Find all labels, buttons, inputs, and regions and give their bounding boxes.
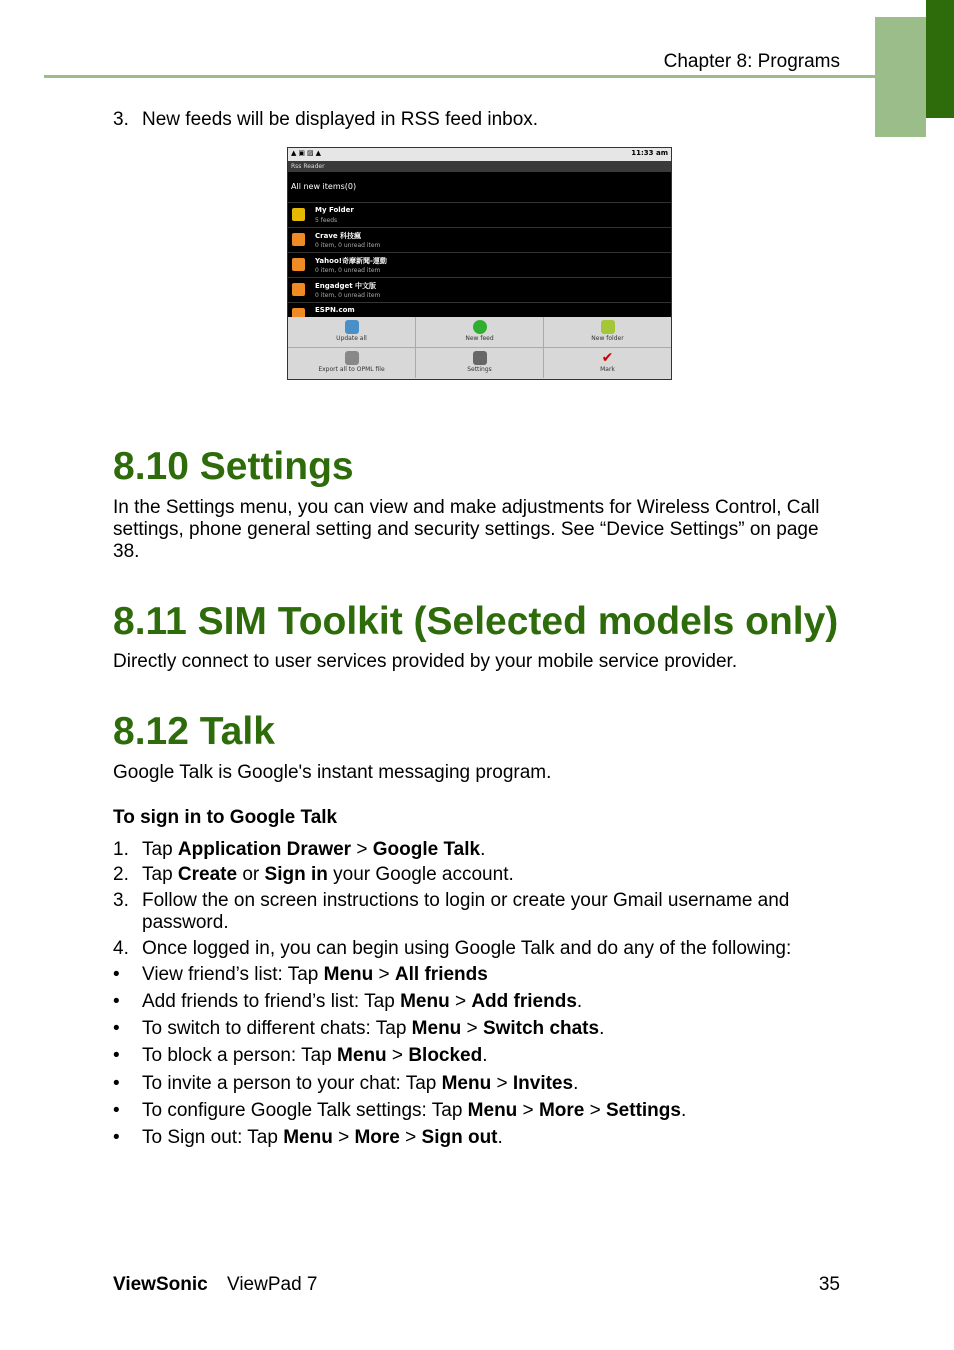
feed-desc: 0 item, 0 unread item xyxy=(315,267,381,274)
list-marker: 2. xyxy=(113,864,129,885)
subheading-sign-in: To sign in to Google Talk xyxy=(113,807,338,828)
chapter-tab-light xyxy=(875,17,926,137)
sim-body: Directly connect to user services provided by your mobile service provider. xyxy=(113,651,738,672)
list-text: New feeds will be displayed in RSS feed inbox. xyxy=(142,109,539,130)
list-item xyxy=(113,1018,605,1040)
feed-name: Engadget 中文版 xyxy=(315,282,377,290)
menu-new-feed[interactable]: New feed xyxy=(416,317,544,348)
list-marker: • xyxy=(113,991,120,1012)
feed-row[interactable] xyxy=(288,203,671,228)
list-text: Once logged in, you can begin using Google Talk and do any of the following: xyxy=(142,938,792,959)
notification-icons: ▲▣▨▲ xyxy=(291,149,323,157)
list-marker: • xyxy=(113,1045,120,1066)
menu-settings[interactable]: Settings xyxy=(416,348,544,378)
page-number: 35 xyxy=(818,1274,840,1295)
list-text: Tap Application Drawer > Google Talk. xyxy=(142,839,486,860)
talk-body: Google Talk is Google's instant messaging program. xyxy=(113,762,552,783)
section-title-settings: 8.10 Settings xyxy=(113,445,354,488)
list-item xyxy=(113,839,486,861)
chapter-header: Chapter 8: Programs xyxy=(663,51,840,72)
menu-export-opml[interactable]: Export all to OPML file xyxy=(288,348,416,378)
menu-mark[interactable]: ✔ Mark xyxy=(600,350,615,373)
list-item xyxy=(113,938,792,960)
feed-row[interactable] xyxy=(288,278,671,303)
list-text: View friend’s list: Tap Menu > All friends xyxy=(142,964,488,985)
list-marker: • xyxy=(113,1127,120,1148)
feed-row[interactable] xyxy=(288,228,671,253)
list-text: Tap Create or Sign in your Google account. xyxy=(142,864,514,885)
rss-reader-screenshot xyxy=(287,147,672,380)
app-title: Rss Reader xyxy=(288,161,671,172)
list-item xyxy=(113,1073,579,1095)
list-marker: • xyxy=(113,1100,120,1121)
list-item xyxy=(113,864,514,886)
list-text: To switch to different chats: Tap Menu > Switch chats. xyxy=(142,1018,605,1039)
menu-new-folder[interactable]: New folder xyxy=(544,317,671,348)
header-rule xyxy=(44,75,875,78)
list-text: To invite a person to your chat: Tap Menu > Invites. xyxy=(142,1073,579,1094)
feed-name: Crave 科技瘋 xyxy=(315,232,362,240)
list-text: To configure Google Talk settings: Tap Menu > More > Settings. xyxy=(142,1100,687,1121)
check-icon: ✔ xyxy=(601,350,614,366)
list-marker: 3. xyxy=(113,890,129,911)
folder-add-icon xyxy=(601,320,615,334)
folder-icon xyxy=(292,208,305,221)
section-title-talk: 8.12 Talk xyxy=(113,710,275,753)
feed-row[interactable] xyxy=(288,253,671,278)
feed-desc: 0 item, 0 unread item xyxy=(315,292,381,299)
menu-update-all[interactable]: Update all xyxy=(288,317,416,348)
list-text: Follow the on screen instructions to login or create your Gmail username and password. xyxy=(142,890,790,933)
feed-desc: 5 feeds xyxy=(315,217,338,224)
export-icon xyxy=(345,351,359,365)
list-item xyxy=(113,109,539,131)
feed-desc: 0 item, 0 unread item xyxy=(315,242,381,249)
chapter-tab-dark xyxy=(926,0,954,118)
rss-icon xyxy=(292,283,305,296)
options-menu xyxy=(288,317,671,379)
list-marker: 3. xyxy=(113,109,129,130)
list-item xyxy=(113,890,790,933)
list-text: Add friends to friend’s list: Tap Menu > Add friends. xyxy=(142,991,583,1012)
section-title-sim-toolkit: 8.11 SIM Toolkit (Selected models only) xyxy=(113,600,839,643)
rss-icon xyxy=(292,258,305,271)
list-text: To block a person: Tap Menu > Blocked. xyxy=(142,1045,488,1066)
list-item xyxy=(113,964,488,986)
settings-body: In the Settings menu, you can view and make adjustments for Wireless Control, Call settings, phone general setting and security settings. See “Device Settings” on page 38. xyxy=(113,497,820,562)
feed-name: Yahoo!奇摩新聞-運動 xyxy=(315,257,387,265)
footer-brand: ViewSonic xyxy=(113,1274,208,1295)
feed-name: My Folder xyxy=(315,206,354,214)
status-time: 11:33 am xyxy=(631,149,668,157)
list-marker: 4. xyxy=(113,938,129,959)
refresh-icon xyxy=(345,320,359,334)
feed-name: ESPN.com xyxy=(315,306,355,314)
list-text: To Sign out: Tap Menu > More > Sign out. xyxy=(142,1127,503,1148)
list-item xyxy=(113,1127,503,1149)
footer-model: ViewPad 7 xyxy=(227,1274,318,1295)
status-bar xyxy=(288,148,671,161)
settings-icon xyxy=(473,351,487,365)
list-item xyxy=(113,1045,488,1067)
list-marker: • xyxy=(113,1018,120,1039)
list-item xyxy=(113,1100,687,1122)
list-marker: • xyxy=(113,964,120,985)
list-item xyxy=(113,991,583,1013)
all-new-items: All new items(0) xyxy=(288,172,671,203)
add-icon xyxy=(473,320,487,334)
list-marker: 1. xyxy=(113,839,129,860)
rss-icon xyxy=(292,233,305,246)
list-marker: • xyxy=(113,1073,120,1094)
